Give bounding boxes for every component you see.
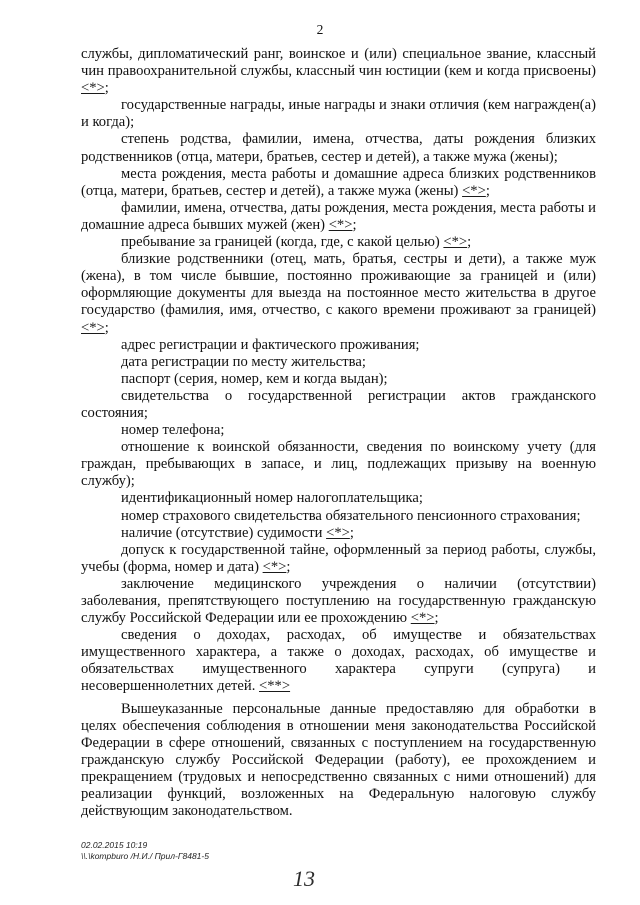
footer-stamp bbox=[81, 840, 209, 861]
page-number: 2 bbox=[316, 22, 324, 37]
paragraph-text: допуск к государственной тайне, оформленный за период работы, службы, учебы (форма, номер и дата) bbox=[81, 541, 596, 575]
paragraph-text: отношение к воинской обязанности, сведения по воинскому учету (для граждан, пребывающих в запасе, и лиц, подлежащих призыву на военную службу); bbox=[81, 439, 596, 490]
paragraph-text: адрес регистрации и фактического проживания; bbox=[121, 336, 420, 353]
paragraph-tail: ; bbox=[434, 610, 439, 627]
document-body bbox=[81, 46, 596, 820]
footnote-reference[interactable]: <*> bbox=[326, 524, 350, 541]
paragraph bbox=[81, 251, 596, 336]
paragraph-text: номер телефона; bbox=[121, 422, 225, 439]
footer-file-path: \\.\kompburo /Н.И./ Прил-Г8481-5 bbox=[81, 850, 209, 861]
paragraph-text: степень родства, фамилии, имена, отчества, даты рождения близких родственников (отца, матери, братьев, сестер и детей), а также мужа (жены); bbox=[81, 131, 596, 165]
paragraph bbox=[81, 131, 596, 165]
footer-timestamp: 02.02.2015 10:19 bbox=[81, 840, 148, 850]
paragraph bbox=[81, 200, 596, 234]
footnote-reference[interactable]: <*> bbox=[81, 80, 105, 97]
paragraph-tail: ; bbox=[467, 234, 472, 251]
paragraph bbox=[81, 525, 596, 542]
footnote-reference[interactable]: <**> bbox=[259, 678, 291, 695]
paragraph bbox=[81, 576, 596, 627]
paragraph-tail: ; bbox=[352, 216, 357, 233]
paragraph bbox=[81, 388, 596, 422]
paragraph-tail: ; bbox=[485, 182, 490, 199]
paragraph bbox=[81, 439, 596, 490]
paragraph-text: номер страхового свидетельства обязательного пенсионного страхования; bbox=[121, 507, 581, 524]
footnote-reference[interactable]: <*> bbox=[262, 558, 287, 575]
footnote-reference[interactable]: <*> bbox=[328, 216, 353, 233]
paragraph bbox=[81, 490, 596, 507]
paragraph-text: идентификационный номер налогоплательщика; bbox=[121, 490, 423, 507]
paragraph-text: заключение медицинского учреждения о наличии (отсутствии) заболевания, препятствующего поступлению на государственную гражданскую службу Российской Федерации или ее прохождению bbox=[81, 575, 596, 627]
paragraph-tail: ; bbox=[104, 80, 109, 97]
paragraph bbox=[81, 166, 596, 200]
paragraph-text: фамилии, имена, отчества, даты рождения, места рождения, места работы и домашние адреса бывших мужей (жен) bbox=[81, 199, 596, 233]
paragraph-text: паспорт (серия, номер, кем и когда выдан); bbox=[121, 370, 388, 387]
footnote-reference[interactable]: <*> bbox=[410, 610, 435, 627]
paragraph-text: свидетельства о государственной регистрации актов гражданского состояния; bbox=[81, 387, 596, 421]
paragraph-tail: ; bbox=[349, 524, 354, 541]
paragraph bbox=[81, 234, 596, 251]
handwritten-page-mark: 13 bbox=[293, 866, 315, 891]
paragraph bbox=[81, 701, 596, 821]
paragraph-text: Вышеуказанные персональные данные предоставляю для обработки в целях обеспечения соблюдения в отношении меня законодательства Российской Федерации в сфере отношений, связанных с поступлением на государственную гражданскую службу Российской Федерации (работу), ее прохождением и прекращением (трудовых и непосредственно связанных с ними отношений) для реализации функций, возложенных на Федеральную налоговую службу действующим законодательством. bbox=[81, 700, 596, 820]
paragraph-text: государственные награды, иные награды и знаки отличия (кем награжден(а) и когда); bbox=[81, 97, 596, 131]
paragraph bbox=[81, 422, 596, 439]
paragraph bbox=[81, 354, 596, 371]
paragraph-tail: ; bbox=[104, 319, 109, 336]
paragraph-text: места рождения, места работы и домашние адреса близких родственников (отца, матери, братьев, сестер и детей), а также мужа (жены) bbox=[81, 165, 596, 199]
paragraph bbox=[81, 508, 596, 525]
paragraph bbox=[81, 371, 596, 388]
paragraph-text: службы, дипломатический ранг, воинское и (или) специальное звание, классный чин правоохранительной службы, классный чин юстиции (кем и когда присвоены) bbox=[81, 46, 596, 80]
paragraph-text: наличие (отсутствие) судимости bbox=[121, 524, 327, 541]
paragraph bbox=[81, 46, 596, 97]
footnote-reference[interactable]: <*> bbox=[462, 182, 486, 199]
paragraph bbox=[81, 97, 596, 131]
paragraph bbox=[81, 627, 596, 695]
paragraph-text: близкие родственники (отец, мать, братья, сестры и дети), а также муж (жена), в том числе бывшие, постоянно проживающие за границей и (или) оформляющие документы для выезда на постоянное место жительства в другое государство (фамилия, имя, отчество, с какого времени проживают за границей) bbox=[81, 251, 596, 319]
paragraph bbox=[81, 542, 596, 576]
paragraph-tail: ; bbox=[286, 558, 291, 575]
paragraph-text: пребывание за границей (когда, где, с какой целью) bbox=[121, 234, 444, 251]
paragraph-text: сведения о доходах, расходах, об имуществе и обязательствах имущественного характера, а также о доходах, расходах, об имуществе и обязательствах имущественного характера супруги (супруга) и несовершеннолетних детей. bbox=[81, 627, 596, 695]
paragraph-text: дата регистрации по месту жительства; bbox=[121, 353, 366, 370]
paragraph bbox=[81, 337, 596, 354]
footnote-reference[interactable]: <*> bbox=[443, 234, 468, 251]
footnote-reference[interactable]: <*> bbox=[81, 319, 105, 336]
